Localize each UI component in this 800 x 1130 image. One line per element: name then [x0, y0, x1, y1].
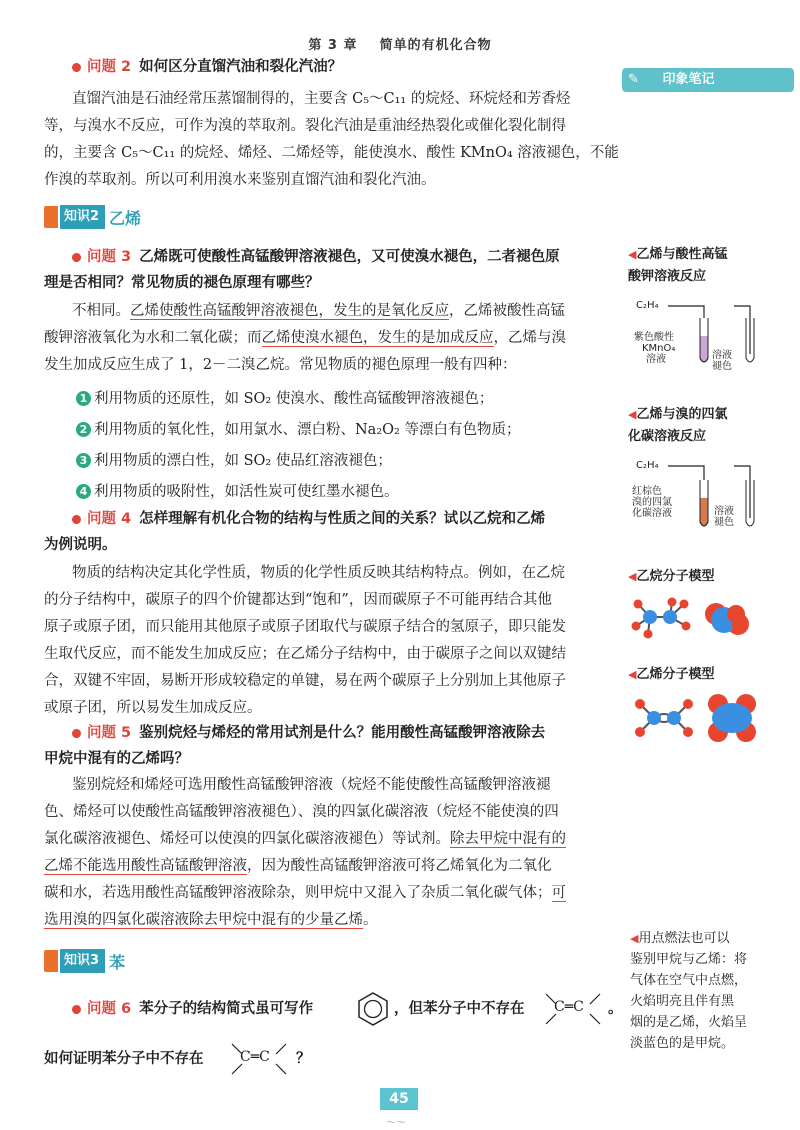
- fading-principles-list: [76, 384, 620, 508]
- sidebar-title: 化碳溶液反应: [628, 429, 707, 444]
- question-5: [44, 720, 624, 772]
- sidebar-title: 乙烯与溴的四氯: [636, 407, 728, 422]
- underlined-text: 乙烯使溴水褪色，发生的是加成反应: [261, 330, 494, 346]
- triangle-icon: ◀: [628, 248, 637, 261]
- text-line: 的，主要含 C₅～C₁₁ 的烷烃、烯烃、二烯烃等，能使溴水、酸性 KMnO₄ 溶液褪色，不能: [44, 145, 619, 161]
- section-label: 知识3: [60, 949, 105, 973]
- question-text: 为例说明。: [44, 537, 117, 553]
- triangle-icon: ◀: [628, 408, 637, 421]
- page-number: 45: [380, 1088, 418, 1110]
- label-c2h4: C₂H₄: [636, 300, 659, 311]
- answer-3: [44, 298, 620, 379]
- label-solution: 溶液: [714, 506, 734, 517]
- page-header: [0, 34, 800, 53]
- note-line: 鉴别甲烷与乙烯：将: [630, 952, 748, 967]
- sidebar-title: 乙烯与酸性高锰: [636, 247, 728, 262]
- text-line: 的分子结构中，碳原子的四个价键都达到“饱和”，因而碳原子不可能再结合其他: [44, 592, 552, 608]
- underlined-text: 选用溴的四氯化碳溶液除去甲烷中混有的少量乙烯: [44, 912, 363, 928]
- question-text: 怎样理解有机化合物的结构与性质之间的关系？试以乙烷和乙烯: [139, 511, 546, 527]
- question-text: ？: [296, 1051, 311, 1067]
- label-faded: 褪色: [712, 361, 732, 372]
- note-line: 气体在空气中点燃，: [630, 973, 748, 988]
- question-text: 甲烷中混有的乙烯吗？: [44, 751, 189, 767]
- question-3: [44, 244, 624, 296]
- text-span: 不相同。: [72, 303, 130, 319]
- list-number: 2: [76, 422, 91, 437]
- list-item: [76, 477, 620, 508]
- question-tag: 问题 6: [87, 1001, 132, 1017]
- punct: [608, 996, 623, 1022]
- list-text: 利用物质的漂白性，如 SO₂ 使品红溶液褪色；: [94, 453, 392, 469]
- note-line: 烟的是乙烯，火焰呈: [630, 1015, 748, 1030]
- book-icon: [44, 206, 58, 228]
- bullet-icon: [71, 251, 83, 263]
- note-line: 火焰明亮且伴有黑: [630, 994, 735, 1009]
- sidebar-ethylene-bromine: [628, 404, 727, 448]
- list-item: [76, 415, 620, 446]
- sidebar-title: 乙烯分子模型: [636, 667, 715, 682]
- cc-double-bond: C═C: [240, 1049, 270, 1065]
- benzene-ring-icon: [354, 990, 392, 1028]
- list-text: 利用物质的吸附性，如活性炭可使红墨水褪色。: [94, 484, 399, 500]
- notes-badge: [622, 68, 794, 92]
- list-number: 1: [76, 391, 91, 406]
- book-icon: [44, 950, 58, 972]
- notes-badge-icon: ✎: [628, 72, 639, 87]
- underlined-text: 乙烯不能选用酸性高锰酸钾溶液: [44, 858, 247, 874]
- sidebar-ethylene-kmno4: [628, 244, 727, 288]
- answer-5: [44, 772, 620, 934]
- text-line: 物质的结构决定其化学性质，物质的化学性质反映其结构特点。例如，在乙烷: [72, 565, 565, 581]
- sidebar-title: 酸钾溶液反应: [628, 269, 707, 284]
- label-kmno4: KMnO₄: [642, 343, 676, 354]
- text-span: 酸钾溶液氧化为水和二氧化碳；而: [44, 330, 262, 346]
- notes-badge-label: 印象笔记: [662, 72, 715, 87]
- text-span: ，乙烯被酸性高锰: [449, 303, 565, 319]
- question-text: 鉴别烷烃与烯烃的常用试剂是什么？能用酸性高锰酸钾溶液除去: [139, 725, 546, 741]
- label-bromine: 溴的四氯: [632, 497, 672, 508]
- question-tag: 问题 4: [87, 511, 132, 527]
- label-redbrown: 红棕色: [632, 486, 662, 497]
- text-span: 。: [363, 912, 378, 928]
- section-label: 知识2: [60, 205, 105, 229]
- ethylene-molecule-model: [628, 688, 798, 746]
- text-line: 等，与溴水不反应，可作为溴的萃取剂。裂化汽油是重油经热裂化或催化裂化制得: [44, 118, 566, 134]
- text-line: 作溴的萃取剂。所以可利用溴水来鉴别直馏汽油和裂化汽油。: [44, 172, 436, 188]
- question-6-line2: [44, 1046, 204, 1072]
- text-line: 色、烯烃可以使酸性高锰酸钾溶液褪色）、溴的四氯化碳溶液（烷烃不能使溴的四: [44, 804, 559, 820]
- label-solution: 溶液: [646, 354, 666, 365]
- text-span: 碳和水，若选用酸性高锰酸钾溶液除杂，则甲烷中又混入了杂质二氧化碳气体；: [44, 885, 552, 901]
- label-faded: 褪色: [714, 517, 734, 528]
- chapter-number: 第 3 章: [308, 38, 358, 53]
- triangle-icon: ◀: [628, 668, 637, 681]
- text-line: 生取代反应，而不能发生加成反应；在乙烯分子结构中，由于碳原子之间以双键结: [44, 646, 566, 662]
- note-line: 淡蓝色的是甲烷。: [630, 1036, 735, 1051]
- double-bond-structure-2: [226, 1040, 292, 1078]
- question-text: 乙烯既可使酸性高锰酸钾溶液褪色，又可使溴水褪色，二者褪色原: [139, 249, 560, 265]
- question-tag: 问题 2: [87, 59, 132, 75]
- chapter-title: 简单的有机化合物: [379, 38, 492, 53]
- ethane-molecule-model: [628, 590, 798, 644]
- question-text: ，但苯分子中不存在: [394, 1001, 525, 1017]
- bullet-icon: [71, 61, 83, 73]
- label-solution: 溶液: [712, 350, 732, 361]
- text-line: 直馏汽油是石油经常压蒸馏制得的，主要含 C₅～C₁₁ 的烷烃、环烷烃和芳香烃: [72, 91, 571, 107]
- section-title: 苯: [109, 952, 126, 972]
- question-tag: 问题 3: [87, 249, 132, 265]
- label-purple: 紫色酸性: [634, 332, 674, 343]
- text-span: 氯化碳溶液褪色、烯烃可以使溴的四氯化碳溶液褪色）等试剂。: [44, 831, 450, 847]
- section-heading-benzene: [44, 948, 125, 974]
- label-c2h4: C₂H₄: [636, 460, 659, 471]
- apparatus-diagram-2: [632, 456, 792, 552]
- text-span: ，乙烯与溴: [493, 330, 566, 346]
- question-tag: 问题 5: [87, 725, 132, 741]
- text-line: 或原子团，所以易发生加成反应。: [44, 700, 262, 716]
- list-item: [76, 384, 620, 415]
- question-4: [44, 506, 624, 558]
- question-6-cont: [394, 996, 525, 1022]
- question-text: 理是否相同？常见物质的褪色原理有哪些？: [44, 275, 320, 291]
- sidebar-ethylene-model: [628, 664, 714, 686]
- list-item: [76, 446, 620, 477]
- apparatus-diagram-1: [632, 296, 792, 386]
- answer-4: [44, 560, 620, 722]
- section-title: 乙烯: [109, 208, 142, 228]
- question-6: [72, 996, 313, 1022]
- question-2: [72, 54, 342, 80]
- label-ccl4: 化碳溶液: [632, 508, 672, 519]
- list-number: 4: [76, 484, 91, 499]
- bullet-icon: [71, 727, 83, 739]
- triangle-icon: ◀: [630, 932, 639, 945]
- text-line: 合，双键不牢固，易断开形成较稳定的单键，易在两个碳原子上分别加上其他原子: [44, 673, 566, 689]
- list-text: 利用物质的氧化性，如用氯水、漂白粉、Na₂O₂ 等漂白有色物质；: [94, 422, 521, 438]
- bullet-icon: [71, 1003, 83, 1015]
- triangle-icon: ◀: [628, 570, 637, 583]
- text-line: 原子或原子团，而只能用其他原子或原子团取代与碳原子结合的氢原子，即只能发: [44, 619, 566, 635]
- sidebar-ethane-model: [628, 566, 714, 588]
- punct: [296, 1046, 311, 1072]
- note-line: 用点燃法也可以: [638, 931, 730, 946]
- double-bond-structure: [540, 990, 606, 1028]
- question-text: 苯分子的结构简式虽可写作: [139, 1001, 314, 1017]
- text-span: ，因为酸性高锰酸钾溶液可将乙烯氧化为二氧化: [247, 858, 552, 874]
- list-text: 利用物质的还原性，如 SO₂ 使溴水、酸性高锰酸钾溶液褪色；: [94, 391, 494, 407]
- answer-2: [44, 86, 620, 194]
- underlined-text: 可: [551, 885, 566, 901]
- bullet-icon: [71, 513, 83, 525]
- section-heading-ethylene: [44, 204, 141, 230]
- underlined-text: 乙烯使酸性高锰酸钾溶液褪色，发生的是氧化反应: [130, 303, 449, 319]
- underlined-text: 除去甲烷中混有的: [450, 831, 566, 847]
- text-line: 鉴别烷烃和烯烃可选用酸性高锰酸钾溶液（烷烃不能使酸性高锰酸钾溶液褪: [72, 777, 551, 793]
- cc-double-bond: C═C: [554, 999, 584, 1015]
- text-line: 发生加成反应生成了 1，2－二溴乙烷。常见物质的褪色原理一般有四种：: [44, 357, 517, 373]
- question-text: 。: [608, 1001, 623, 1017]
- sidebar-note: [630, 928, 796, 1054]
- question-text: 如何证明苯分子中不存在: [44, 1051, 204, 1067]
- page-ornament-icon: ～～: [386, 1118, 406, 1129]
- list-number: 3: [76, 453, 91, 468]
- sidebar-title: 乙烷分子模型: [636, 569, 715, 584]
- question-text: 如何区分直馏汽油和裂化汽油？: [139, 59, 343, 75]
